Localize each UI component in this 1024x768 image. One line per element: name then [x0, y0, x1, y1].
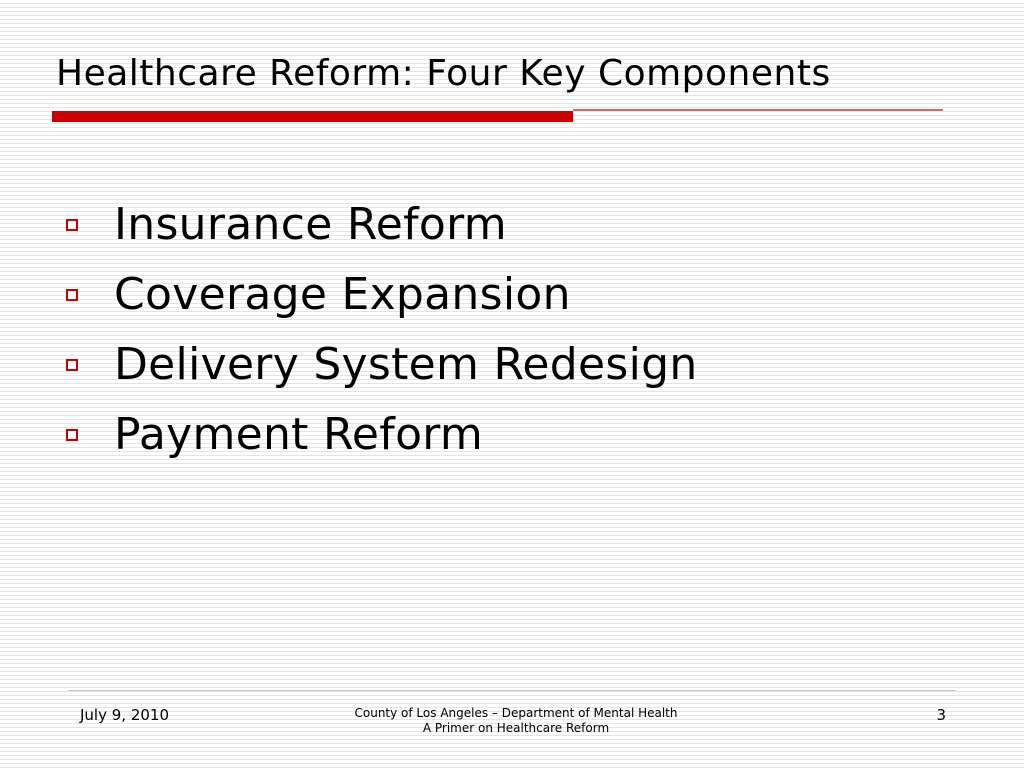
slide-title: Healthcare Reform: Four Key Components — [56, 53, 831, 94]
footer-presentation-title: A Primer on Healthcare Reform — [422, 721, 610, 735]
bullet-list — [66, 190, 698, 470]
title-underline-thin — [573, 109, 943, 111]
bullet-text: Delivery System Redesign — [114, 339, 698, 390]
bullet-item-payment-reform — [66, 400, 698, 470]
bullet-item-delivery-system-redesign — [66, 330, 698, 400]
square-bullet-icon — [66, 289, 78, 301]
bullet-text: Coverage Expansion — [114, 269, 571, 320]
square-bullet-icon — [66, 429, 78, 441]
title-underline-thick — [52, 111, 573, 122]
bullet-item-insurance-reform — [66, 190, 698, 260]
square-bullet-icon — [66, 219, 78, 231]
slide-number: 3 — [936, 706, 946, 724]
footer-divider — [68, 690, 956, 691]
footer-organization: County of Los Angeles – Department of Mental Health — [354, 706, 678, 720]
bullet-text: Payment Reform — [114, 409, 484, 460]
bullet-item-coverage-expansion — [66, 260, 698, 330]
footer-date: July 9, 2010 — [80, 706, 169, 724]
square-bullet-icon — [66, 359, 78, 371]
footer-caption — [316, 706, 716, 736]
bullet-text: Insurance Reform — [114, 199, 507, 250]
